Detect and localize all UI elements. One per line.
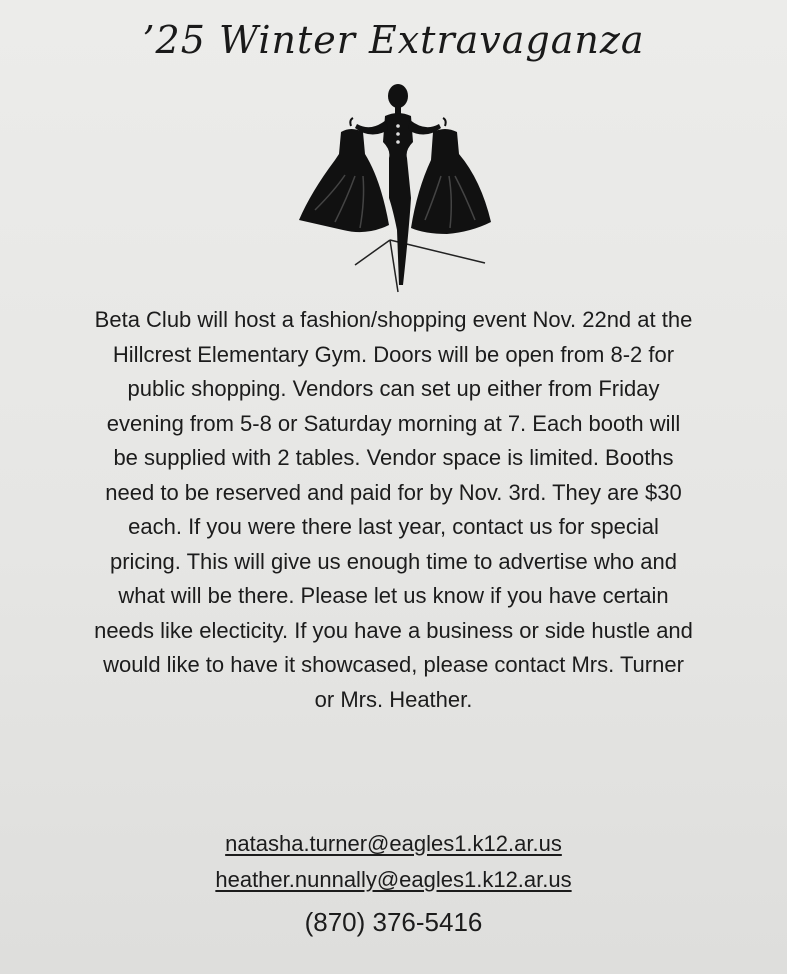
description-line: what will be there. Please let us know if you have certain	[118, 583, 669, 608]
description-line: need to be reserved and paid for by Nov. 3rd. They are $30	[105, 479, 682, 505]
woman-with-dresses-silhouette-icon	[285, 80, 505, 295]
description-line: Hillcrest Elementary Gym. Doors will be open from 8-2 for	[112, 341, 675, 367]
description-line: pricing. This will give us enough time to advertise who and	[109, 548, 677, 574]
phone-number: (870) 376-5416	[304, 907, 483, 937]
turner-email-link[interactable]: natasha.turner@eagles1.k12.ar.us	[225, 831, 562, 856]
contact-info	[0, 826, 787, 944]
description-line: or Mrs. Heather.	[314, 686, 473, 712]
description-line: Beta Club will host a fashion/shopping event Nov. 22nd at the	[94, 307, 693, 332]
description-line: needs like electicity. If you have a business or side hustle and	[94, 617, 693, 643]
description-line: evening from 5-8 or Saturday morning at 7. Each booth will	[106, 410, 681, 436]
flyer-title: ’25 Winter Extravaganza	[142, 18, 645, 62]
description-line: each. If you were there last year, contact us for special	[128, 514, 659, 539]
description-line: be supplied with 2 tables. Vendor space is limited. Booths	[113, 445, 674, 470]
description-line: would like to have it showcased, please contact Mrs. Turner	[103, 652, 684, 677]
nunnally-email-link[interactable]: heather.nunnally@eagles1.k12.ar.us	[215, 867, 572, 892]
event-description	[12, 303, 775, 717]
description-line: public shopping. Vendors can set up either from Friday	[127, 376, 660, 401]
